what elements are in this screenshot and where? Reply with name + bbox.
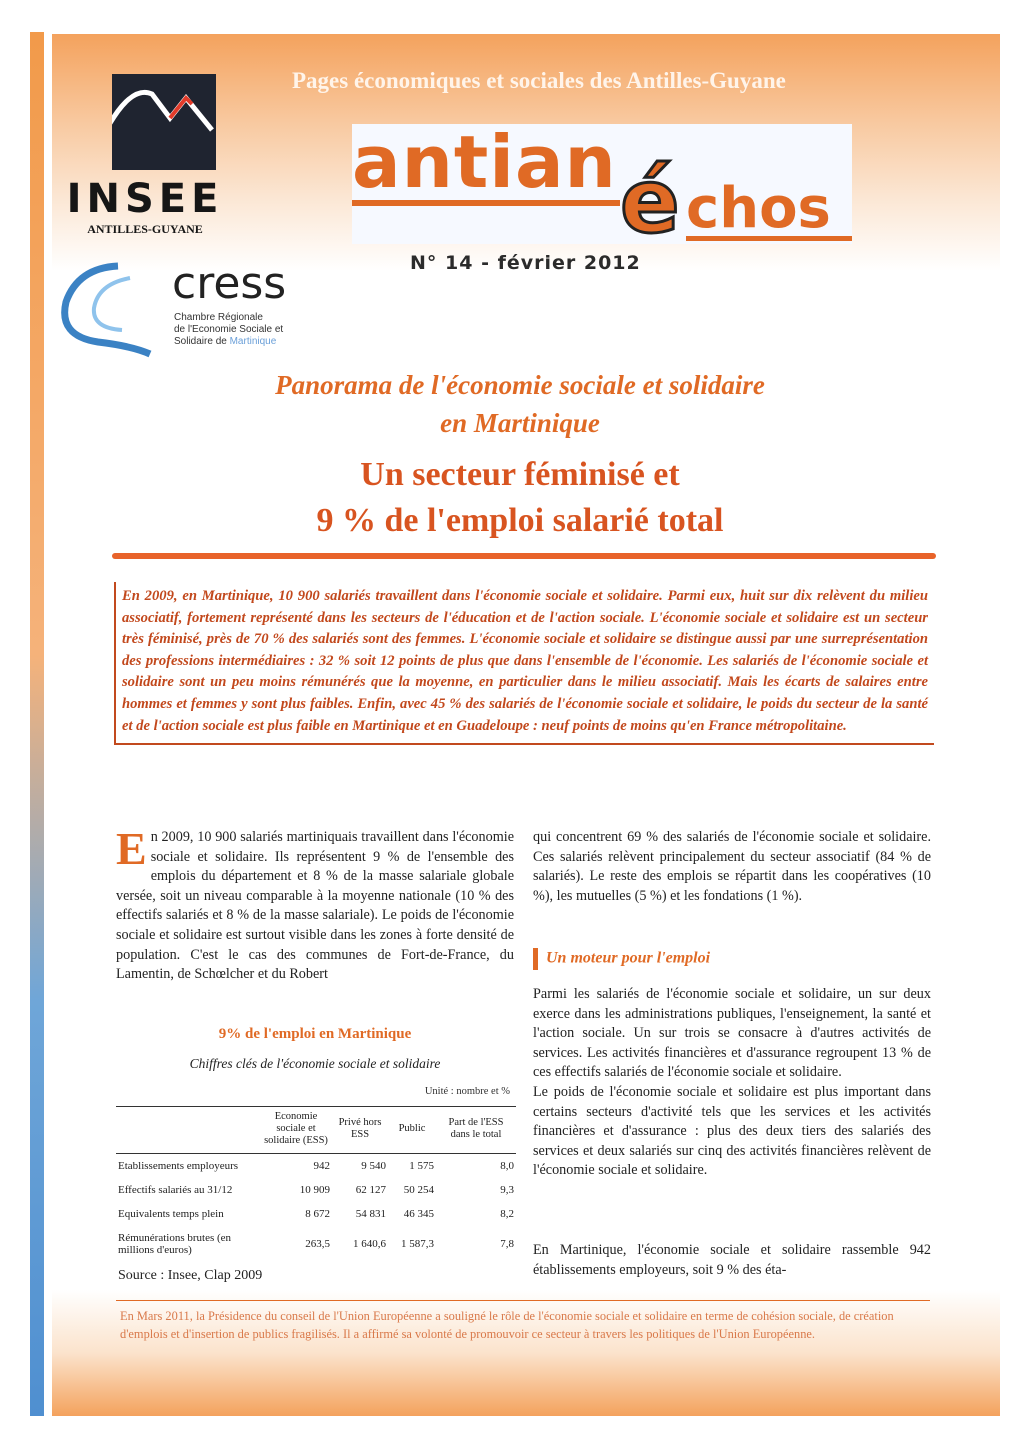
table-header-cell: Public [388,1107,436,1154]
kicker-line-1: Panorama de l'économie sociale et solidaire [275,370,765,400]
section-paragraph-1: Parmi les salariés de l'économie sociale et solidaire, un sur deux exerce dans les administrations publiques, l'enseignement, la santé et l'action sociale. Un sur trois se consacre à d'autres activités de services. Les activités financières et d'assurance regroupent 13 % de ces effectifs salariés de l'économie sociale et solidaire. [533,986,931,1081]
cress-line-3 [174,336,283,348]
eu-note-box: En Mars 2011, la Présidence du conseil de l'Union Européenne a souligné le rôle de l'économie sociale et solidaire en terme de cohésion sociale, de création d'emplois et d'insertion de publics fragilisés. Il a affirmé sa volonté de promouvoir ce secteur à travers les politiques de l'Union Européenne. [116,1300,930,1349]
headline [120,452,920,544]
cress-line-1: Chambre Régionale [174,312,263,323]
title-rule [112,553,936,559]
abstract: En 2009, en Martinique, 10 900 salariés travaillent dans l'économie sociale et solidaire. Parmi eux, huit sur dix relèvent du milieu associatif, fortement représenté dans les secteurs de l'éducation et de l'action sociale. L'économie sociale et solidaire est un secteur très féminisé, près de 70 % des salariés sont des femmes. L'économie sociale et solidaire se distingue aussi par une surreprésentation des professions intermédiaires : 32 % soit 12 points de plus que dans l'ensemble de l'économie. Les salariés de l'économie sociale et solidaire sont un peu moins rémunérés que la moyenne, en particulier dans le milieu associatif. Mais les écarts de salaires entre hommes et femmes y sont plus faibles. Enfin, avec 45 % des salariés de l'économie sociale et solidaire, le poids du secteur de la santé et de l'action sociale est plus faible en Martinique et en Guadeloupe : neuf points de moins qu'en France métropolitaine. [114,582,934,745]
series-title: Pages économiques et sociales des Antilles-Guyane [292,68,786,93]
cell-ess: 8 672 [305,1208,330,1220]
figure-subtitle: Chiffres clés de l'économie sociale et solidaire [189,1056,441,1071]
row-label: Effectifs salariés au 31/12 [118,1184,233,1196]
cell-prive: 54 831 [355,1208,386,1220]
cell-public: 1 587,3 [401,1238,434,1250]
figure-unit: Unité : nombre et % [424,1086,510,1097]
cell-ess: 942 [313,1160,330,1172]
masthead-left: antian [352,120,617,204]
cell-part: 9,3 [500,1184,514,1196]
cell-public: 46 345 [403,1208,434,1220]
dropcap: E [116,823,147,874]
cress-logo [58,258,308,362]
section-marker-icon [533,948,538,970]
kicker-line-2: en Martinique [440,408,600,438]
left-color-bar [30,32,44,1416]
insee-swoosh-icon [112,74,216,170]
insee-logo [60,72,230,242]
insee-wordmark: INSEE [66,176,224,222]
table-row [116,1226,516,1262]
cell-public: 1 575 [409,1160,434,1172]
cell-prive: 9 540 [361,1160,386,1172]
cell-part: 8,0 [500,1160,514,1172]
body-right-column [533,828,931,906]
cress-subtitle [174,312,283,348]
table-header-cell: Economie sociale et solidaire (ESS) [260,1107,332,1154]
body-left-paragraph: n 2009, 10 900 salariés martiniquais travaillent dans l'économie sociale et solidaire. Ils représentent 9 % de l'ensemble des emplois du département et 8 % de la masse salariale globale versée, soit un niveau comparable à la moyenne nationale (10 % des effectifs salariés et 8 % de la masse salariale). Le poids de l'économie sociale et solidaire est surtout visible dans les zones à forte densité de population. C'est le cas des communes de Fort-de-France, du Lamentin, de Schœlcher et du Robert [116,829,514,983]
section-heading-text: Un moteur pour l'emploi [546,949,711,967]
body-left-column [116,823,514,985]
row-label: Rémunérations brutes (en millions d'euros) [118,1232,232,1256]
cress-line-3-light: Martinique [229,336,277,347]
masthead-right: chos [686,176,831,241]
cell-ess: 10 909 [299,1184,330,1196]
cell-ess: 263,5 [305,1238,330,1250]
row-label: Etablissements employeurs [118,1160,239,1172]
cell-part: 7,8 [500,1238,514,1250]
table-row [116,1202,516,1226]
cress-line-3-dark: Solidaire de [174,336,227,347]
figure-source: Source : Insee, Clap 2009 [118,1268,263,1283]
table-header-row [116,1107,516,1154]
headline-line-2: 9 % de l'emploi salarié total [316,502,724,539]
cell-prive: 1 640,6 [353,1238,386,1250]
section-paragraph-2: Le poids de l'économie sociale et solidaire est plus important dans certains secteurs d'activité tels que les services et les activités financières et d'assurance : plus des deux tiers des salariés des services et deux salariés sur cinq des activités financières relèvent de l'économie sociale et solidaire. [533,1083,931,1179]
kicker-title [120,366,920,442]
figure-title: 9% de l'emploi en Martinique [218,1026,412,1042]
cell-part: 8,2 [500,1208,514,1220]
section-body [533,985,931,1181]
masthead-e: é [620,150,680,253]
cress-line-2: de l'Economie Sociale et [174,324,284,335]
key-figures-table [116,1106,516,1262]
body-right-paragraph: qui concentrent 69 % des salariés de l'économie sociale et solidaire. Ces salariés relèvent principalement du secteur associatif (84 % de salariés). Le reste des emplois se répartit dans les coopératives (10 %), les mutuelles (5 %) et les fondations (1 %). [533,829,931,904]
table-header-cell: Privé hors ESS [332,1107,388,1154]
issue-number: N° 14 - février 2012 [410,252,641,274]
cress-swirl-icon [58,258,168,362]
insee-logo-mark [112,74,216,170]
table-row [116,1154,516,1179]
table-row [116,1178,516,1202]
headline-line-1: Un secteur féminisé et [360,456,680,493]
cell-prive: 62 127 [355,1184,386,1196]
cell-public: 50 254 [403,1184,434,1196]
cress-wordmark: cress [172,258,287,309]
row-label: Equivalents temps plein [118,1208,224,1220]
section-paragraph-3: En Martinique, l'économie sociale et solidaire rassemble 942 établissements employeurs, soit 9 % des éta- [533,1242,931,1278]
section-heading [533,948,710,970]
insee-subtitle: ANTILLES-GUYANE [87,222,203,236]
table-header-cell: Part de l'ESS dans le total [436,1107,516,1154]
table-header-cell [116,1107,260,1154]
